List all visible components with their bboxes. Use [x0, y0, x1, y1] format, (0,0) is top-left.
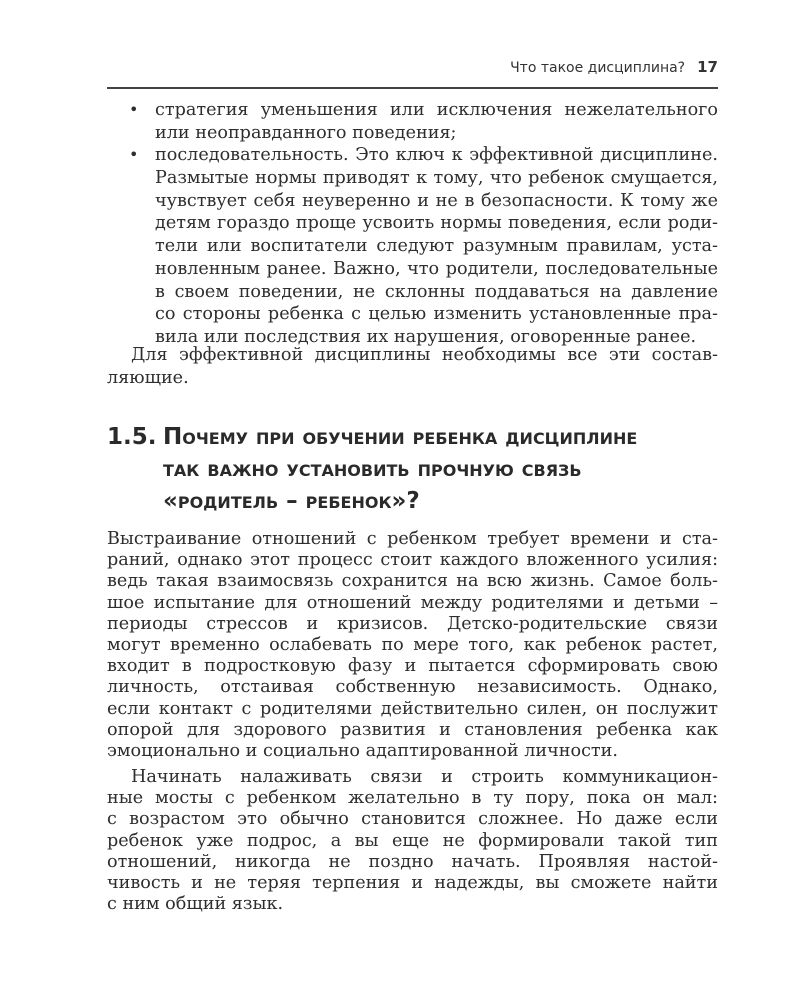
text-line: Размытые нормы приводят к тому, что ребенок смущается, [155, 168, 718, 189]
text-line: вила или последствия их нарушения, оговоренные ранее. [155, 326, 697, 347]
text-line: шое испытание для отношений между родителями и детьми – [107, 592, 718, 613]
body-paragraph [107, 529, 718, 762]
text-line: ные мосты с ребенком желательно в ту пору, пока он мал: [107, 788, 718, 809]
running-header [107, 58, 718, 86]
bullet-list [107, 99, 718, 349]
section-number: 1.5. [107, 424, 157, 450]
text-line: чувствует себя неуверенно и не в безопасности. К тому же [155, 190, 718, 211]
bullet-item [107, 99, 718, 144]
heading-line: Почему при обучении ребенка дисциплине [163, 424, 638, 450]
body-paragraph [107, 767, 718, 915]
text-line: с возрастом это обычно становится сложнее. Но даже если [107, 809, 718, 830]
text-line: или неоправданного поведения; [155, 122, 457, 143]
text-line: чивость и не теряя терпения и надежды, вы сможете найти [107, 872, 718, 893]
running-title: Что такое дисциплина? [510, 60, 686, 76]
page-number: 17 [697, 58, 718, 76]
text-line: эмоционально и социально адаптированной личности. [107, 740, 618, 761]
text-line: Выстраивание отношений с ребенком требует времени и ста- [107, 529, 718, 549]
text-line: личность, отстаивая собственную независимость. Однако, [107, 677, 718, 698]
summary-paragraph [107, 344, 718, 390]
text-line: Начинать налаживать связи и строить коммуникацион- [131, 767, 718, 787]
text-line: опорой для здорового развития и становления ребенка как [107, 719, 718, 740]
text-line: ведь такая взаимосвязь сохранится на всю жизнь. Самое боль- [107, 571, 718, 592]
text-line: тели или воспитатели следуют разумным правилам, уста- [155, 236, 718, 257]
header-rule [107, 87, 718, 89]
heading-line: «родитель – ребенок»? [163, 488, 420, 514]
bullet-icon: • [129, 100, 139, 119]
text-line: могут временно ослабевать по мере того, как ребенок растет, [107, 634, 718, 655]
text-line: со стороны ребенка с целью изменить установленные пра- [155, 304, 718, 325]
text-line: новленным ранее. Важно, что родители, последовательные [155, 258, 718, 279]
text-line: если контакт с родителями действительно силен, он послужит [107, 698, 718, 719]
text-line: с ним общий язык. [107, 894, 284, 915]
text-line: детям гораздо проще усвоить нормы поведения, если роди- [155, 213, 718, 234]
text-line: последовательность. Это ключ к эффективной дисциплине. [155, 145, 718, 166]
text-line: ляющие. [107, 368, 189, 388]
text-line: ребенок уже подрос, а вы еще не формировали такой тип [107, 830, 718, 851]
bullet-icon: • [129, 145, 139, 165]
text-line: Для эффективной дисциплины необходимы все эти состав- [131, 345, 718, 365]
text-line: входит в подростковую фазу и пытается сформировать свою [107, 656, 718, 677]
text-line: в своем поведении, не склонны поддаваться на давление [155, 281, 718, 302]
section-heading [107, 421, 637, 517]
bullet-item [107, 144, 718, 348]
text-line: отношений, никогда не поздно начать. Проявляя настой- [107, 851, 718, 872]
text-line: раний, однако этот процесс стоит каждого вложенного усилия: [107, 550, 718, 571]
heading-line: так важно установить прочную связь [163, 456, 582, 482]
text-line: периоды стрессов и кризисов. Детско-родительские связи [107, 613, 718, 634]
text-line: стратегия уменьшения или исключения нежелательного [155, 100, 718, 120]
